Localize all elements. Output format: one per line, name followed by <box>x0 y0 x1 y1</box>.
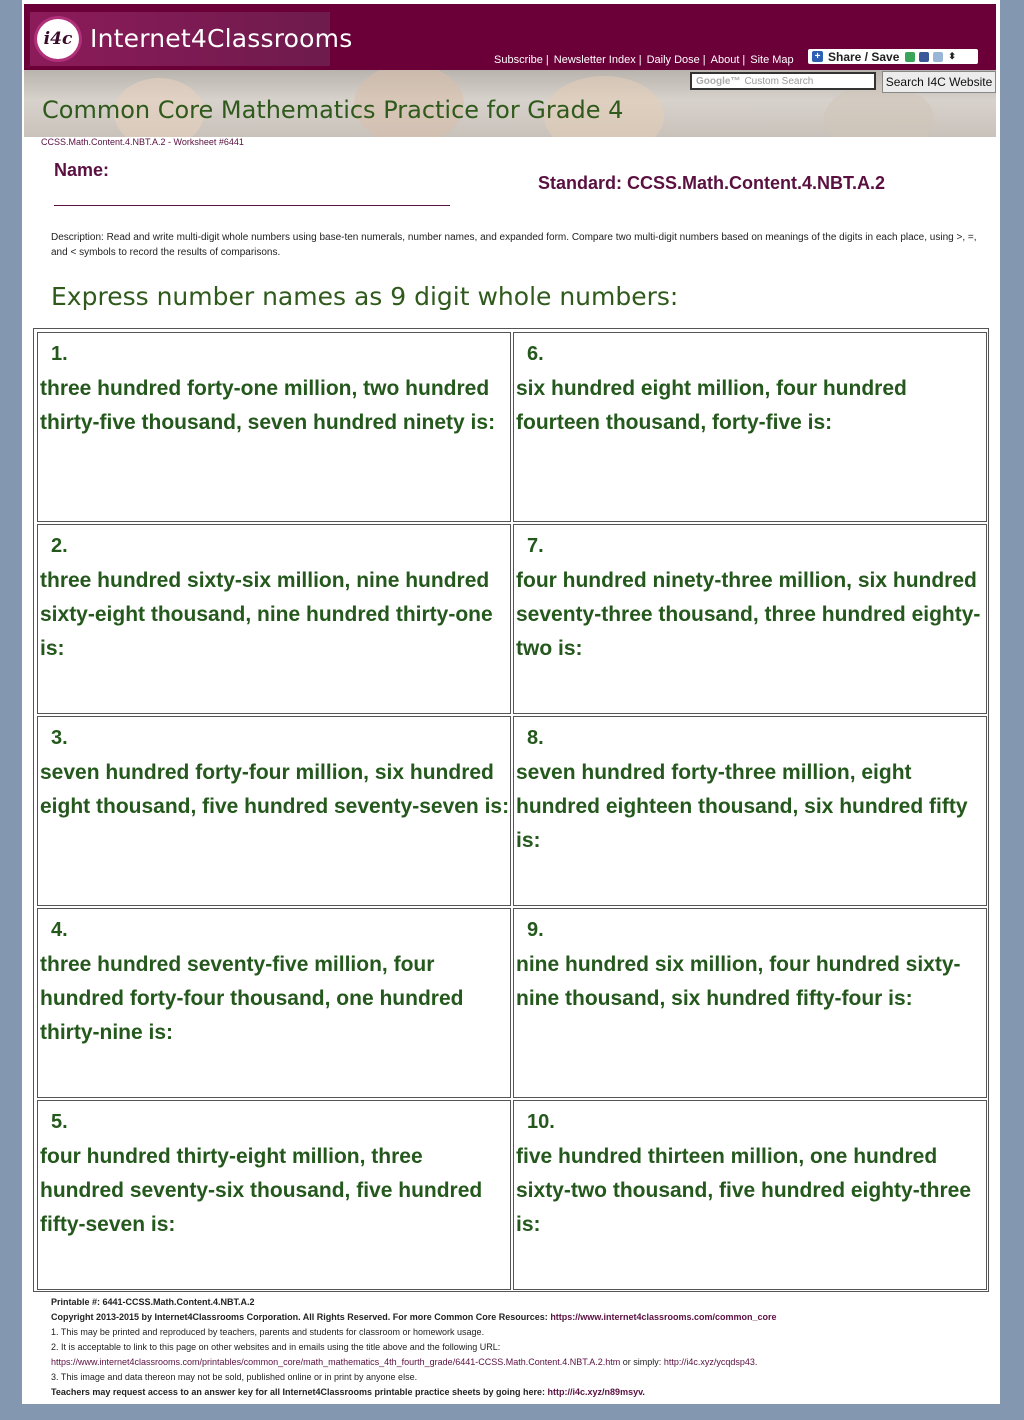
site-header <box>24 4 996 70</box>
answer-key-link[interactable]: http://i4c.xyz/n89msyv <box>547 1387 643 1397</box>
worksheet-url-link[interactable]: https://www.internet4classrooms.com/printables/common_core/math_mathematics_4th_fourth_grade/6441-CCSS.Math.Content.4.NBT.A.2.htm <box>51 1357 621 1367</box>
question-text: six hundred eight million, four hundred fourteen thousand, forty-five is: <box>516 377 907 434</box>
question-number: 2. <box>51 535 68 557</box>
or-simply-text: or simply: <box>622 1357 662 1367</box>
question-text: four hundred ninety-three million, six hundred seventy-three thousand, three hundred eighty-two is: <box>516 569 981 660</box>
share-plus-icon: + <box>812 51 823 62</box>
nav-link-daily-dose[interactable]: Daily Dose <box>646 54 700 66</box>
top-nav <box>494 54 794 66</box>
question-cell <box>37 716 511 906</box>
description: Description: Read and write multi-digit whole numbers using base-ten numerals, number names, and expanded form. Compare two multi-digit numbers based on meanings of the digits in each place, using >, =, and < symbols to record the results of comparisons. <box>51 232 977 258</box>
google-logo: Google™ <box>696 75 741 87</box>
question-cell <box>513 524 987 714</box>
question-text: three hundred forty-one million, two hundred thirty-five thousand, seven hundred ninety is: <box>40 377 496 434</box>
nav-separator: | <box>702 54 706 66</box>
question-cell <box>37 524 511 714</box>
question-text: nine hundred six million, four hundred sixty-nine thousand, six hundred fifty-four is: <box>516 953 961 1010</box>
copyright-text: Copyright 2013-2015 by Internet4Classrooms Corporation. All Rights Reserved. For more Common Core Resources: <box>51 1312 548 1322</box>
worksheet-page <box>22 0 1000 1404</box>
site-logo[interactable] <box>30 12 353 66</box>
nav-separator: | <box>742 54 746 66</box>
question-cell <box>37 1100 511 1290</box>
question-text: three hundred seventy-five million, four hundred forty-four thousand, one hundred thirty-nine is: <box>40 953 464 1044</box>
url-line: https://www.internet4classrooms.com/printables/common_core/math_mathematics_4th_fourth_grade/6441-CCSS.Math.Content.4.NBT.A.2.htm or simply: http://i4c.xyz/ycqdsp43. <box>51 1357 758 1367</box>
question-number: 4. <box>51 919 68 941</box>
name-label: Name: <box>54 160 110 180</box>
facebook-icon <box>919 52 929 62</box>
share-email-icon <box>905 52 915 62</box>
question-cell <box>513 332 987 522</box>
twitter-icon <box>933 52 943 62</box>
logo-text: Internet4Classrooms <box>90 24 353 53</box>
teachers-line: Teachers may request access to an answer key for all Internet4Classrooms printable practice sheets by going here: http://i4c.xyz/n89msyv. <box>51 1387 645 1397</box>
search-placeholder: Custom Search <box>744 75 814 87</box>
copyright-line <box>51 1310 991 1325</box>
question-cell <box>37 332 511 522</box>
question-text: seven hundred forty-four million, six hundred eight thousand, five hundred seventy-seven is: <box>40 761 510 818</box>
share-dropdown-icon: ⬍ <box>948 51 956 61</box>
question-number: 1. <box>51 343 68 365</box>
question-number: 5. <box>51 1111 68 1133</box>
standard-label: Standard: CCSS.Math.Content.4.NBT.A.2 <box>538 173 886 193</box>
page-title: Common Core Mathematics Practice for Grade 4 <box>42 96 624 124</box>
question-text: four hundred thirty-eight million, three hundred seventy-six thousand, five hundred fifty-seven is: <box>40 1145 483 1236</box>
questions-table <box>33 328 989 1292</box>
nav-separator: | <box>638 54 642 66</box>
question-number: 10. <box>527 1111 555 1133</box>
usage-note-3: 3. This image and data thereon may not be sold, published online or in print by anyone else. <box>51 1372 418 1382</box>
nav-link-newsletter-index[interactable]: Newsletter Index <box>553 54 636 66</box>
nav-link-about[interactable]: About <box>710 54 740 66</box>
instruction-heading: Express number names as 9 digit whole numbers: <box>51 282 679 311</box>
question-text: five hundred thirteen million, one hundred sixty-two thousand, five hundred eighty-three is: <box>516 1145 972 1236</box>
question-number: 6. <box>527 343 544 365</box>
share-label: Share / Save <box>828 49 900 64</box>
question-text: three hundred sixty-six million, nine hundred sixty-eight thousand, nine hundred thirty-one is: <box>40 569 493 660</box>
nav-link-subscribe[interactable]: Subscribe <box>494 54 543 66</box>
question-cell <box>37 908 511 1098</box>
name-underline <box>54 205 450 206</box>
nav-link-site-map[interactable]: Site Map <box>750 54 794 66</box>
question-number: 7. <box>527 535 544 557</box>
search-input[interactable] <box>690 72 876 90</box>
question-text: seven hundred forty-three million, eight hundred eighteen thousand, six hundred fifty is: <box>516 761 968 852</box>
question-number: 3. <box>51 727 68 749</box>
search-button[interactable]: Search I4C Website <box>882 71 996 93</box>
short-url-link[interactable]: http://i4c.xyz/ycqdsp43 <box>663 1357 755 1367</box>
question-cell <box>513 1100 987 1290</box>
question-cell <box>513 716 987 906</box>
usage-note-1: 1. This may be printed and reproduced by teachers, parents and students for classroom or homework usage. <box>51 1327 485 1337</box>
question-number: 9. <box>527 919 544 941</box>
share-save-button[interactable] <box>808 49 978 64</box>
printable-number: Printable #: 6441-CCSS.Math.Content.4.NBT.A.2 <box>51 1297 255 1307</box>
teachers-text: Teachers may request access to an answer key for all Internet4Classrooms printable practice sheets by going here: <box>51 1387 546 1397</box>
common-core-link[interactable]: https://www.internet4classrooms.com/common_core <box>550 1312 777 1322</box>
breadcrumb[interactable]: CCSS.Math.Content.4.NBT.A.2 - Worksheet #6441 <box>41 137 244 147</box>
question-cell <box>513 908 987 1098</box>
footer <box>51 1295 991 1400</box>
page-banner <box>24 70 996 137</box>
usage-note-2: 2. It is acceptable to link to this page on other websites and in emails using the title above and the following URL: <box>51 1342 501 1352</box>
i4c-logo-icon: i4c <box>34 16 82 62</box>
nav-separator: | <box>545 54 549 66</box>
question-number: 8. <box>527 727 544 749</box>
